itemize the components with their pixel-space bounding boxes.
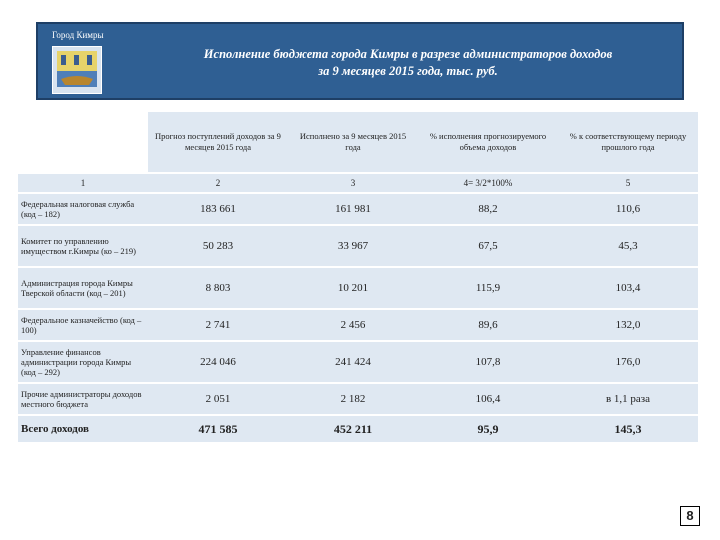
pct-prev-value: 132,0	[558, 310, 698, 340]
column-header: Исполнено за 9 месяцев 2015 года	[288, 112, 418, 172]
column-number: 4= 3/2*100%	[418, 174, 558, 192]
pct-plan-value: 107,8	[418, 342, 558, 382]
forecast-value: 183 661	[148, 194, 288, 224]
table-row	[18, 310, 698, 340]
column-header: Прогноз поступлений доходов за 9 месяцев 2015 года	[148, 112, 288, 172]
total-forecast: 471 585	[148, 416, 288, 442]
forecast-value: 224 046	[148, 342, 288, 382]
title-line-1: Исполнение бюджета города Кимры в разрезе администраторов доходов	[203, 47, 613, 61]
pct-prev-value: 45,3	[558, 226, 698, 266]
budget-table	[18, 110, 698, 444]
forecast-value: 2 051	[148, 384, 288, 414]
pct-plan-value: 89,6	[418, 310, 558, 340]
table-header-row	[18, 112, 698, 172]
column-header: % исполнения прогнозируемого объема доходов	[418, 112, 558, 172]
executed-value: 2 182	[288, 384, 418, 414]
executed-value: 161 981	[288, 194, 418, 224]
administrator-name: Управление финансов администрации города Кимры (код – 292)	[18, 342, 148, 382]
pct-plan-value: 67,5	[418, 226, 558, 266]
total-pct-prev: 145,3	[558, 416, 698, 442]
pct-plan-value: 106,4	[418, 384, 558, 414]
pct-prev-value: 103,4	[558, 268, 698, 308]
column-number: 5	[558, 174, 698, 192]
column-header: % к соответствующему периоду прошлого года	[558, 112, 698, 172]
executed-value: 241 424	[288, 342, 418, 382]
administrator-name: Федеральная налоговая служба (код – 182)	[18, 194, 148, 224]
pct-prev-value: 110,6	[558, 194, 698, 224]
pct-plan-value: 88,2	[418, 194, 558, 224]
administrator-name: Комитет по управлению имуществом г.Кимры (ко – 219)	[18, 226, 148, 266]
pct-prev-value: 176,0	[558, 342, 698, 382]
executed-value: 10 201	[288, 268, 418, 308]
table-row	[18, 194, 698, 224]
table-row	[18, 268, 698, 308]
page-title	[158, 46, 658, 80]
forecast-value: 50 283	[148, 226, 288, 266]
executed-value: 33 967	[288, 226, 418, 266]
total-label: Всего доходов	[18, 416, 148, 442]
administrator-name: Прочие администраторы доходов местного бюджета	[18, 384, 148, 414]
page-number: 8	[680, 506, 700, 526]
total-pct-plan: 95,9	[418, 416, 558, 442]
pct-prev-value: в 1,1 раза	[558, 384, 698, 414]
header-banner	[36, 22, 684, 100]
column-number: 1	[18, 174, 148, 192]
numbering-row	[18, 174, 698, 192]
table-row	[18, 226, 698, 266]
administrator-name: Администрация города Кимры Тверской области (код – 201)	[18, 268, 148, 308]
total-row	[18, 416, 698, 442]
forecast-value: 8 803	[148, 268, 288, 308]
table-row	[18, 342, 698, 382]
column-number: 2	[148, 174, 288, 192]
title-line-2: за 9 месяцев 2015 года, тыс. руб.	[318, 64, 498, 78]
total-executed: 452 211	[288, 416, 418, 442]
executed-value: 2 456	[288, 310, 418, 340]
table-row	[18, 384, 698, 414]
forecast-value: 2 741	[148, 310, 288, 340]
header-blank-cell	[18, 112, 148, 172]
city-label: Город Кимры	[52, 30, 104, 40]
administrator-name: Федеральное казначейство (код – 100)	[18, 310, 148, 340]
pct-plan-value: 115,9	[418, 268, 558, 308]
city-crest-icon	[52, 46, 102, 94]
column-number: 3	[288, 174, 418, 192]
